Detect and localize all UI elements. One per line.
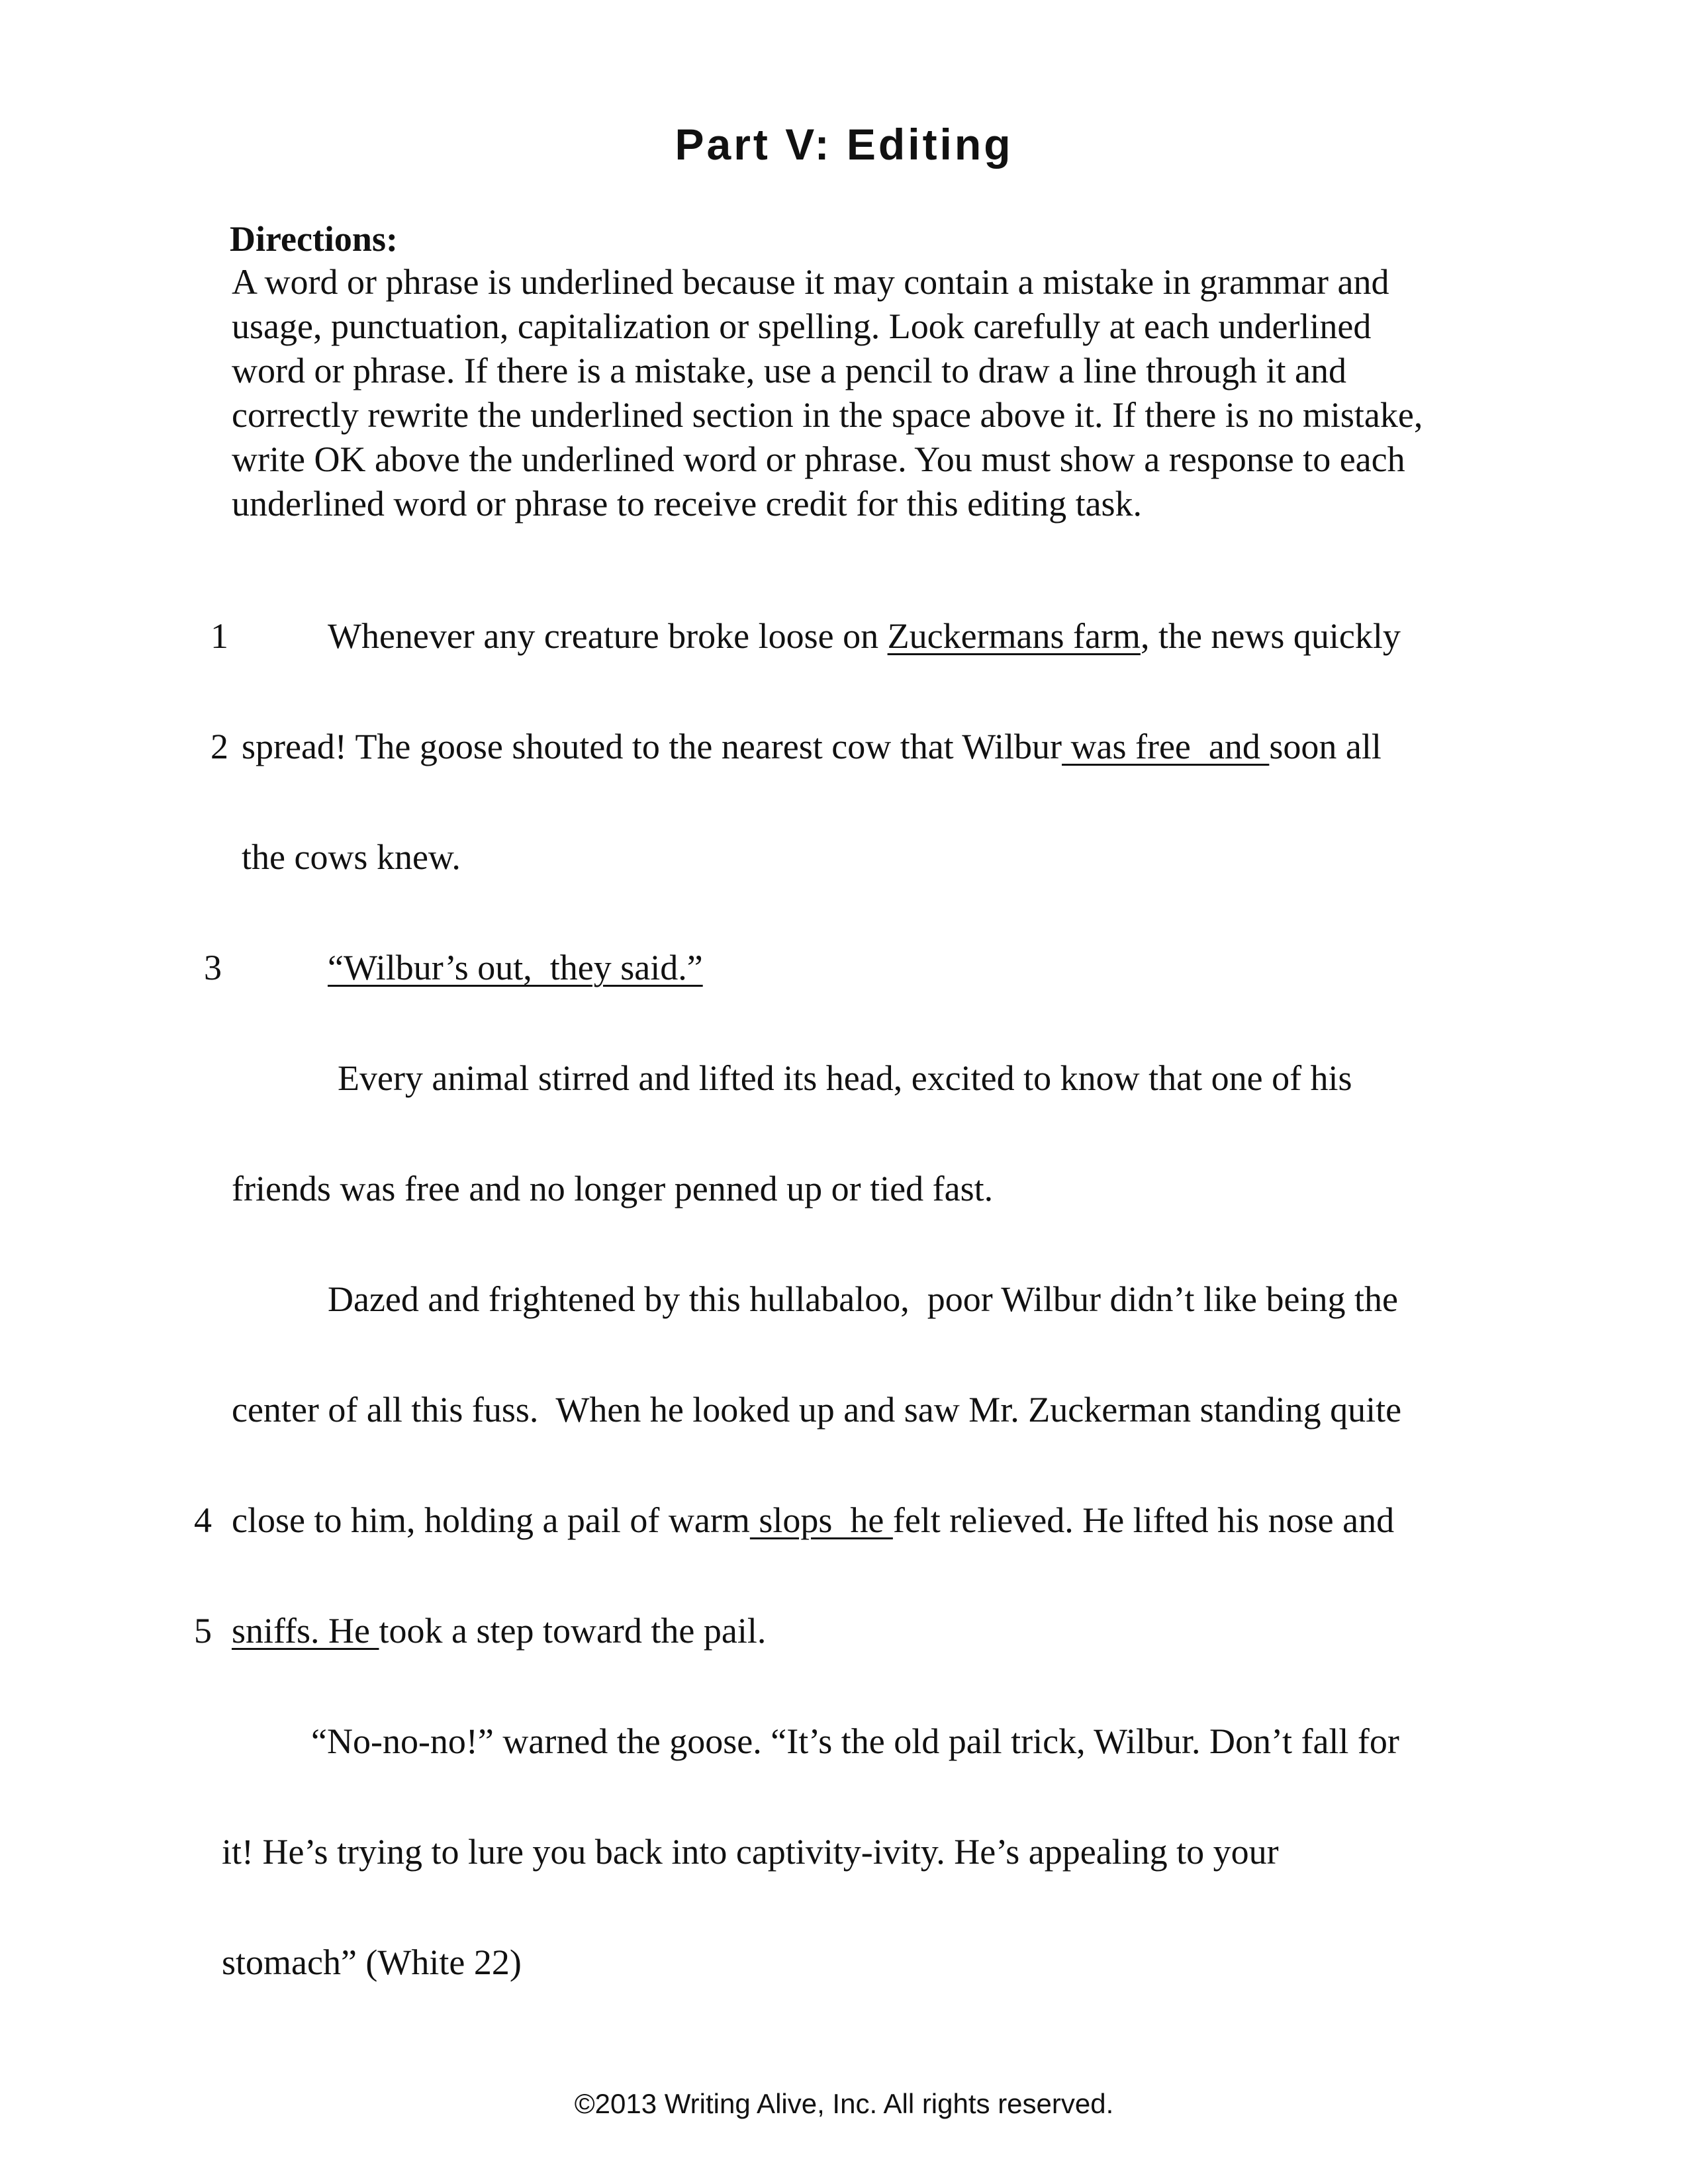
directions-heading: Directions: <box>230 219 398 259</box>
passage-line <box>328 615 1401 657</box>
page-title: Part V: Editing <box>675 120 1013 169</box>
underlined-phrase: Zuckermans farm <box>887 616 1141 656</box>
passage-text: took a step toward the pail. <box>379 1611 767 1651</box>
passage-line <box>242 726 1382 767</box>
passage-line: center of all this fuss. When he looked up and saw Mr. Zuckerman standing quite <box>232 1390 1402 1430</box>
directions-line: word or phrase. If there is a mistake, use a pencil to draw a line through it and <box>232 351 1346 390</box>
directions-line: underlined word or phrase to receive credit for this editing task. <box>232 484 1143 523</box>
passage-text: soon all <box>1269 727 1382 766</box>
underlined-phrase: “Wilbur’s out, they said.” <box>328 948 703 987</box>
underlined-phrase: sniffs. He <box>232 1611 379 1651</box>
passage-line: stomach” (White 22) <box>222 1942 522 1982</box>
passage-text: , the news quickly <box>1140 616 1401 656</box>
passage-line: friends was free and no longer penned up or tied fast. <box>232 1169 994 1208</box>
passage-text: Whenever any creature broke loose on <box>328 616 888 656</box>
passage-line <box>232 1610 766 1651</box>
passage-text: felt relieved. He lifted his nose and <box>892 1500 1395 1540</box>
passage-line: it! He’s trying to lure you back into captivity-ivity. He’s appealing to your <box>222 1832 1279 1872</box>
directions-line: correctly rewrite the underlined section in the space above it. If there is no mistake, <box>232 395 1423 435</box>
passage-line: the cows knew. <box>242 837 461 877</box>
directions-line: write OK above the underlined word or phrase. You must show a response to each <box>232 439 1405 479</box>
passage-text: close to him, holding a pail of warm <box>232 1500 750 1540</box>
line-number: 2 <box>211 727 228 766</box>
line-number: 4 <box>194 1500 212 1540</box>
line-number: 5 <box>194 1611 212 1651</box>
directions-line: usage, punctuation, capitalization or spelling. Look carefully at each underlined <box>232 306 1372 346</box>
line-number: 1 <box>211 616 228 656</box>
directions-line: A word or phrase is underlined because it may contain a mistake in grammar and <box>232 262 1389 302</box>
copyright-footer: ©2013 Writing Alive, Inc. All rights reserved. <box>574 2088 1114 2119</box>
passage-line <box>232 1500 1394 1541</box>
passage-line: Every animal stirred and lifted its head, excited to know that one of his <box>338 1058 1352 1098</box>
underlined-phrase: was free and <box>1062 727 1270 766</box>
passage-line: “No-no-no!” warned the goose. “It’s the old pail trick, Wilbur. Don’t fall for <box>311 1721 1399 1761</box>
passage-text: spread! The goose shouted to the nearest cow that Wilbur <box>242 727 1062 766</box>
passage-line <box>328 947 703 988</box>
line-number: 3 <box>204 948 222 987</box>
underlined-phrase: slops he <box>749 1500 893 1540</box>
passage-line: Dazed and frightened by this hullabaloo, poor Wilbur didn’t like being the <box>328 1279 1398 1319</box>
